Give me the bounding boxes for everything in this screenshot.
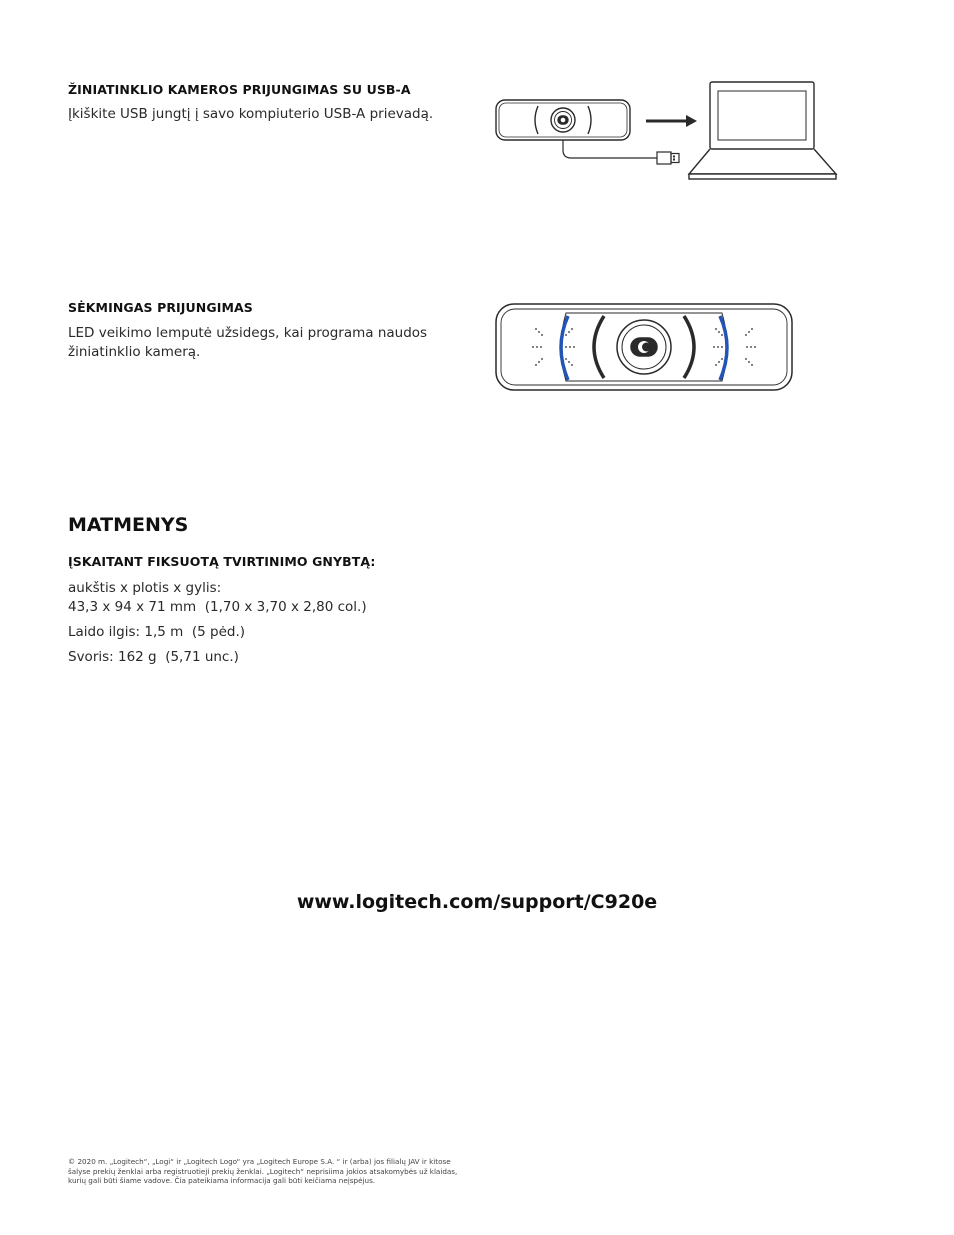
usb-section-heading: ŽINIATINKLIO KAMEROS PRIJUNGIMAS SU USB-A — [68, 82, 411, 97]
connection-section-text: LED veikimo lemputė užsidegs, kai programa naudos žiniatinklio kamerą. — [68, 325, 428, 360]
dimensions-cable-length: Laido ilgis: 1,5 m (5 pėd.) — [68, 624, 246, 640]
legal-notice: © 2020 m. „Logitech“, „Logi“ ir „Logitech Logo“ yra „Logitech Europe S.A. “ ir (arba) jos filialų JAV ir kitose šalyse prekių ženklai arba registruotieji prekių ženklai. „Logitech“ neprisiima jokios atsakomybės už klaidas, kurių gali būti šiame vadove. Čia pateikiama informacija gali būti keičiama neįspėjus. — [68, 1157, 458, 1186]
laptop-icon — [689, 82, 836, 179]
connection-section-heading: SĖKMINGAS PRIJUNGIMAS — [68, 300, 253, 315]
usb-section-text: Įkiškite USB jungtį į savo kompiuterio USB-A prievadą. — [68, 106, 434, 122]
dimensions-size-value: 43,3 x 94 x 71 mm (1,70 x 3,70 x 2,80 col.) — [68, 599, 367, 615]
dimensions-weight: Svoris: 162 g (5,71 unc.) — [68, 649, 239, 665]
arrow-right-icon — [646, 115, 697, 127]
dimensions-size-label: aukštis x plotis x gylis: — [68, 580, 222, 596]
dimensions-title: MATMENYS — [68, 514, 189, 536]
dimensions-subheading: ĮSKAITANT FIKSUOTĄ TVIRTINIMO GNYBTĄ: — [68, 554, 376, 569]
usb-connection-illustration — [492, 78, 842, 184]
webcam-led-illustration — [492, 300, 798, 394]
webcam-icon — [496, 100, 679, 164]
support-url-link[interactable]: www.logitech.com/support/C920e — [296, 891, 658, 913]
microphone-left-icon — [532, 328, 575, 366]
microphone-right-icon — [713, 328, 756, 366]
